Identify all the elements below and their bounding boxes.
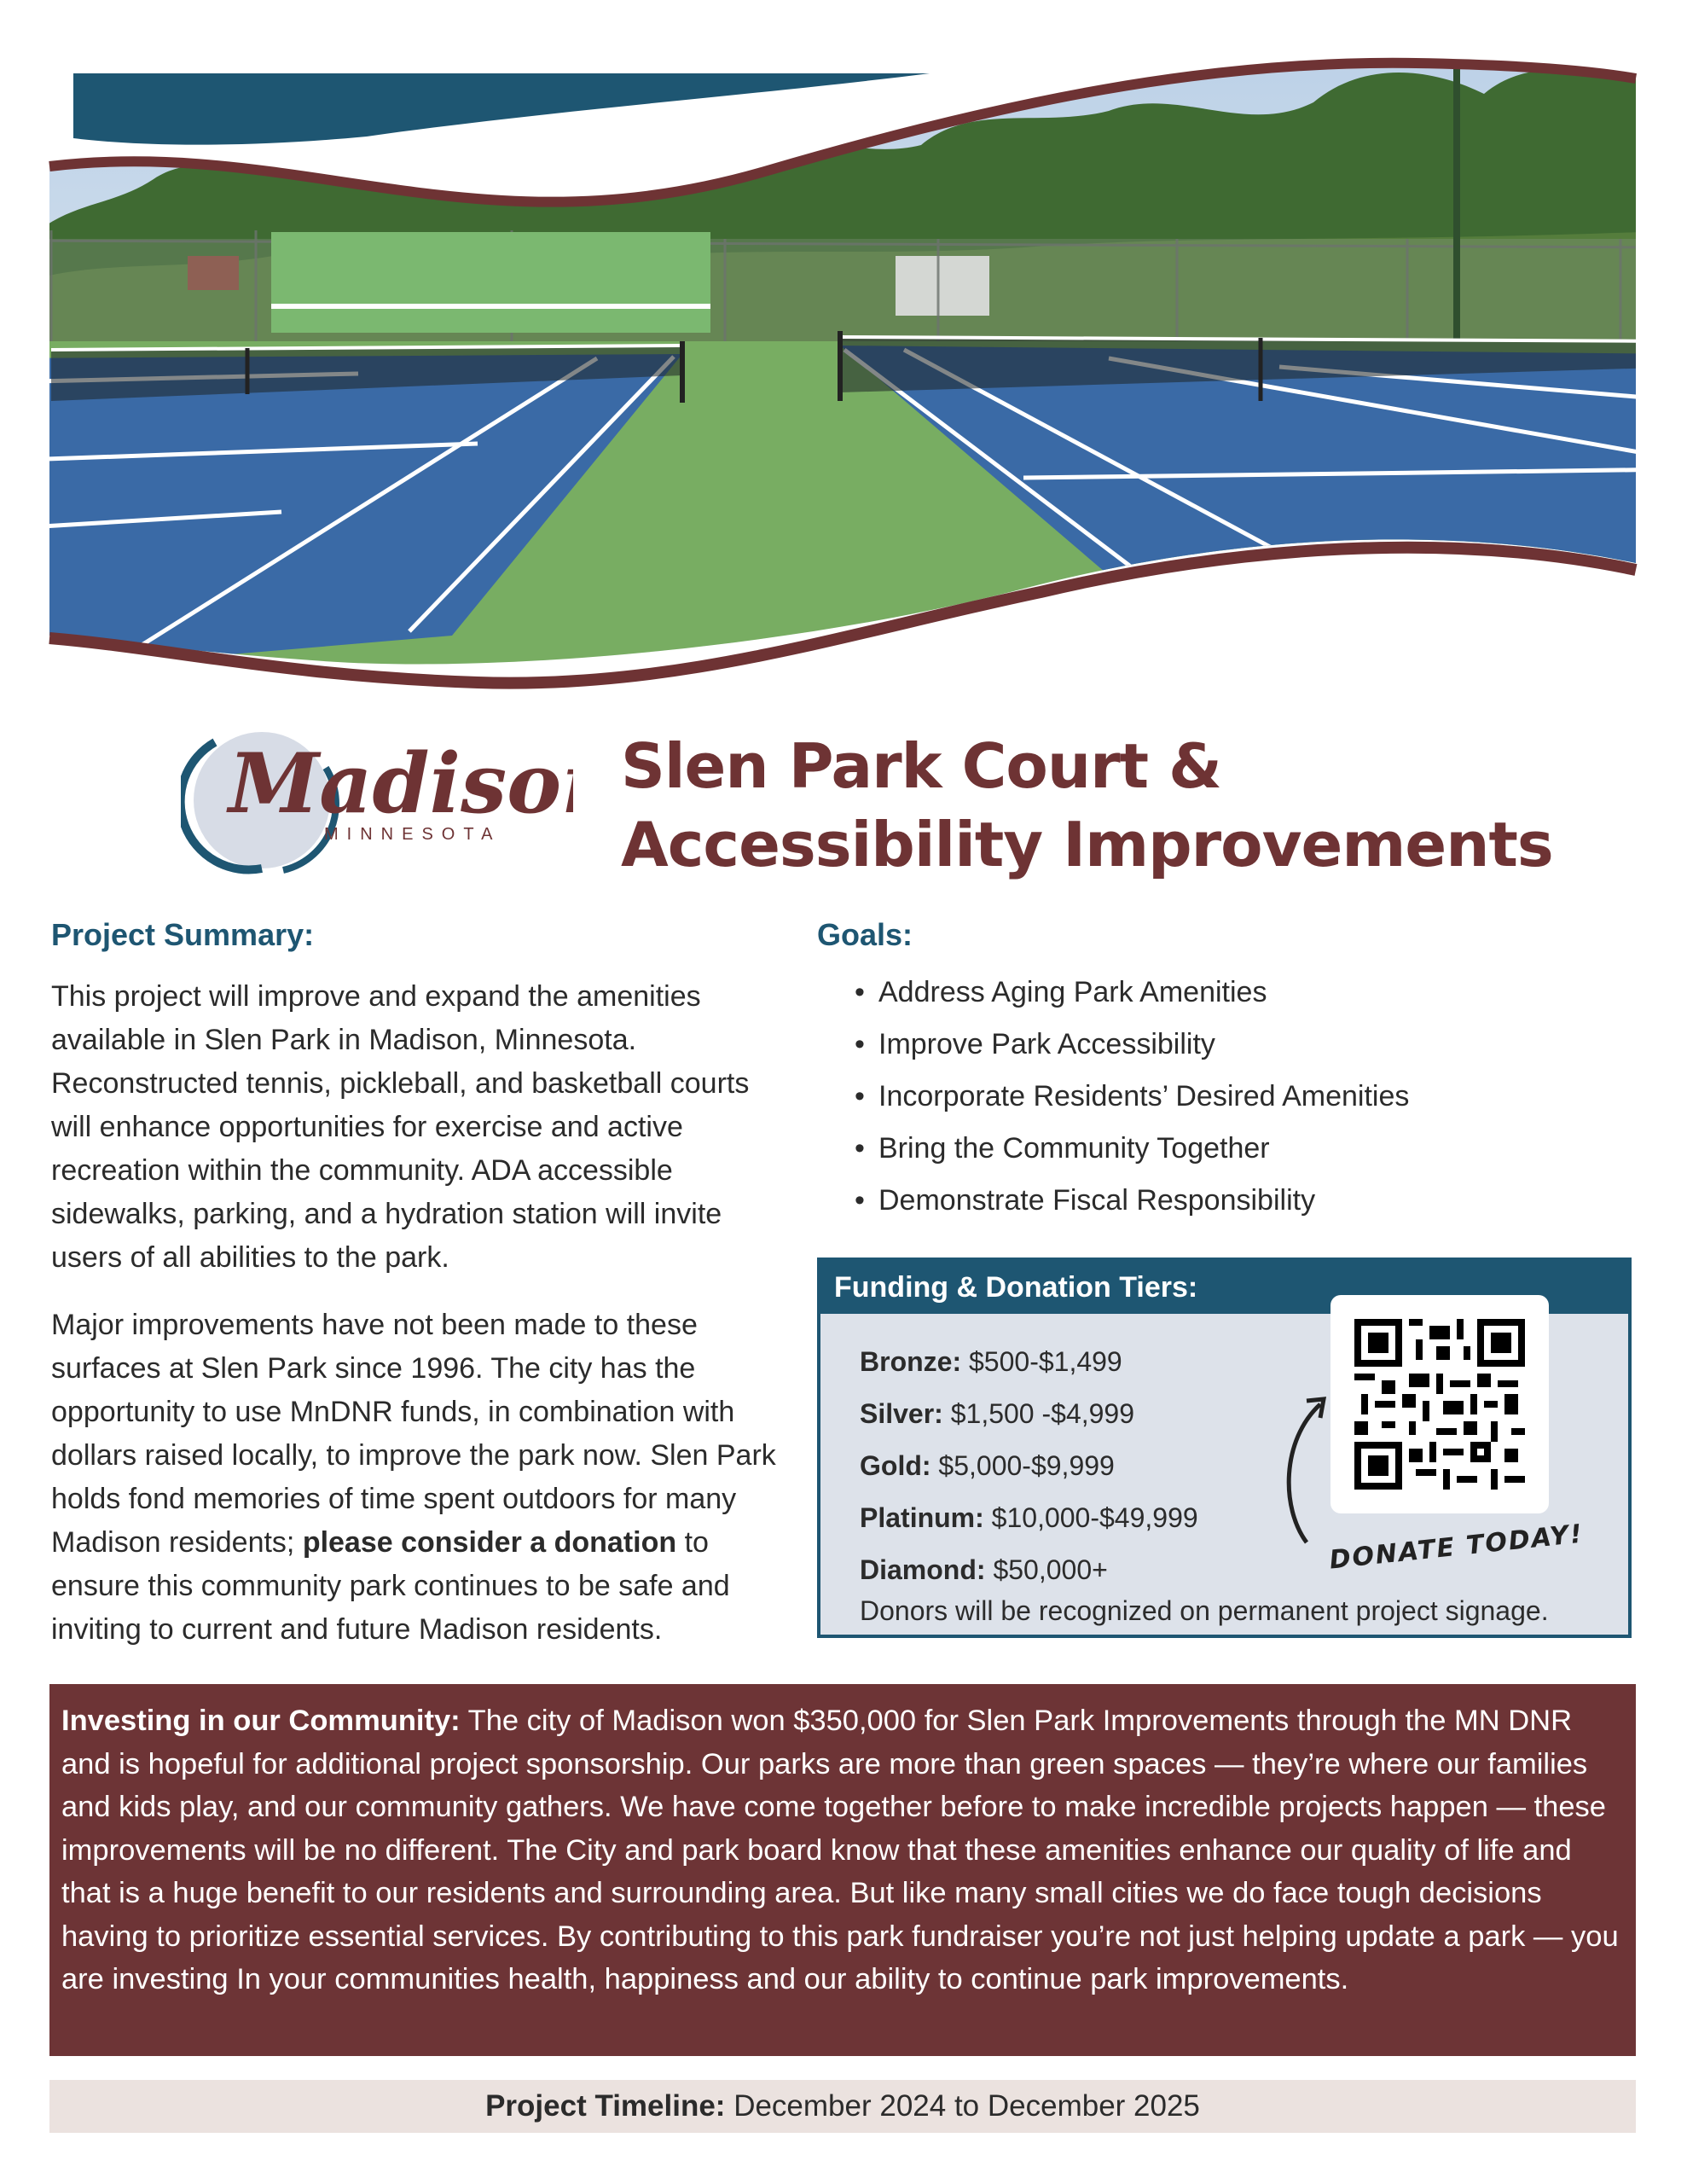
tier-silver: Silver: $1,500 -$4,999 bbox=[860, 1398, 1135, 1429]
qr-code-card[interactable] bbox=[1330, 1295, 1549, 1513]
bullet-icon: • bbox=[855, 1080, 865, 1112]
curved-arrow-icon bbox=[1272, 1389, 1341, 1551]
title-line-2: Accessibility Improvements bbox=[621, 809, 1553, 880]
tier-gold: Gold: $5,000-$9,999 bbox=[860, 1450, 1115, 1481]
summary-paragraph-2 bbox=[51, 1304, 793, 1652]
bullet-icon: • bbox=[855, 1184, 865, 1217]
timeline-label: Project Timeline: bbox=[485, 2089, 726, 2123]
qr-code-icon[interactable] bbox=[1354, 1319, 1525, 1490]
bullet-icon: • bbox=[855, 976, 865, 1008]
header-banner bbox=[0, 0, 1687, 700]
page-title bbox=[621, 727, 1644, 884]
summary-paragraph-1: This project will improve and expand the amenities available in Slen Park in Madison, Minnesota. Reconstructed tennis, pickleball, and basketball courts will enhance opportunities for exercise and active recreation within the community. ADA accessible sidewalks, parking, and a hydration station will invite users of all abilities to the park. bbox=[51, 980, 750, 1274]
title-line-1: Slen Park Court & bbox=[621, 730, 1221, 802]
tier-diamond: Diamond: $50,000+ bbox=[860, 1554, 1108, 1585]
navy-swoosh bbox=[73, 73, 930, 145]
goals-heading: Goals: bbox=[817, 917, 913, 952]
investing-label: Investing in our Community: bbox=[61, 1705, 461, 1737]
funding-heading: Funding & Donation Tiers: bbox=[820, 1261, 1628, 1314]
goal-item: • Improve Park Accessibility bbox=[855, 1019, 1636, 1071]
donor-recognition-note: Donors will be recognized on permanent project signage. bbox=[860, 1595, 1549, 1626]
bullet-icon: • bbox=[855, 1132, 865, 1165]
madison-logo bbox=[181, 708, 573, 879]
goals-section bbox=[817, 917, 1636, 1227]
project-summary bbox=[51, 917, 793, 1676]
bullet-icon: • bbox=[855, 1028, 865, 1060]
funding-box bbox=[817, 1258, 1632, 1638]
project-timeline bbox=[49, 2080, 1636, 2133]
goal-item: • Demonstrate Fiscal Responsibility bbox=[855, 1175, 1636, 1227]
summary-paragraph-2-text: Major improvements have not been made to these surfaces at Slen Park since 1996. The city has the opportunity to use MnDNR funds, in combination with dollars raised locally, to improve the park now. Slen Park holds fond memories of time spent outdoors for many Madison residents; bbox=[51, 1309, 776, 1559]
timeline-value: December 2024 to December 2025 bbox=[725, 2089, 1200, 2123]
summary-heading: Project Summary: bbox=[51, 917, 315, 952]
summary-paragraph-2-end: to ensure this community park continues to be safe and inviting to current and future Madison residents. bbox=[51, 1526, 730, 1646]
investing-text: The city of Madison won $350,000 for Slen Park Improvements through the MN DNR and is hopeful for additional project sponsorship. Our parks are more than green spaces — they’re where our families and kids play, and our community gathers. We have come together before to make incredible projects happen — these improvements will be no different. The City and park board know that these amenities enhance our quality of life and that is a huge benefit to our residents and surrounding area. But like many small cities we do face tough decisions having to prioritize essential services. By contributing to this park fundraiser you’re not just helping update a park — you are investing In your communities health, happiness and our ability to continue park improvements. bbox=[61, 1705, 1619, 1995]
donation-callout: please consider a donation bbox=[302, 1526, 677, 1559]
goals-list bbox=[817, 967, 1636, 1227]
logo-wordmark: Madiso bbox=[229, 735, 562, 832]
goal-item: • Bring the Community Together bbox=[855, 1123, 1636, 1175]
goal-item: • Incorporate Residents’ Desired Amenities bbox=[855, 1071, 1636, 1123]
tier-platinum: Platinum: $10,000-$49,999 bbox=[860, 1502, 1198, 1533]
tier-list bbox=[860, 1336, 1198, 1596]
goal-item: • Address Aging Park Amenities bbox=[855, 967, 1636, 1019]
investing-callout bbox=[49, 1684, 1636, 2056]
donate-today-label: DONATE TODAY! bbox=[1327, 1519, 1586, 1576]
logo-state: MINNESOTA bbox=[324, 825, 501, 844]
tier-bronze: Bronze: $500-$1,499 bbox=[860, 1346, 1122, 1377]
